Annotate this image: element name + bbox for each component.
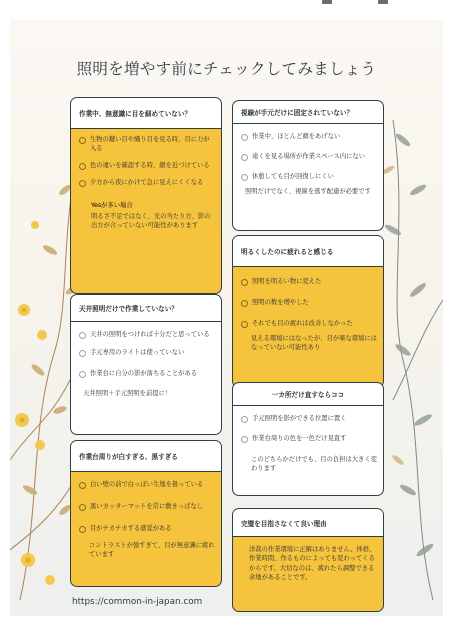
circle-bullet-icon [241, 416, 248, 423]
check-item [241, 277, 377, 286]
check-item-label: 作業中、ほとんど顔をあげない [252, 133, 341, 140]
card-note: コントラストが強すぎて、目が無意識に疲れています [89, 542, 215, 559]
check-item [79, 161, 215, 170]
circle-bullet-icon [241, 300, 248, 307]
close-icon[interactable] [378, 0, 388, 4]
minimize-icon[interactable] [322, 0, 332, 4]
check-item-label: 黒いカッターマットを常に敷きっぱなし [90, 503, 204, 510]
check-card-contrast [70, 440, 222, 587]
check-card-eye-squint [70, 97, 222, 294]
check-item [241, 434, 377, 443]
check-card-fix-one-spot [232, 382, 384, 496]
check-item-label: 色の違いを確認する時、顔を近づけている [90, 162, 210, 169]
check-item-label: 生物の鍵い目や織り目を見る時、目に力が入る [90, 136, 210, 152]
circle-bullet-icon [79, 180, 86, 187]
check-item [79, 502, 215, 511]
check-item [241, 172, 377, 181]
check-item [241, 132, 377, 141]
check-item-label: 作業台周りの色を一色だけ見直す [252, 435, 347, 442]
check-card-ceiling-light [70, 294, 222, 435]
check-item [79, 524, 215, 533]
check-item [79, 369, 215, 378]
check-item [241, 319, 377, 328]
circle-bullet-icon [241, 321, 248, 328]
check-item [241, 414, 377, 423]
check-item [79, 330, 215, 339]
check-item-label: 夕方から夜にかけて急に見えにくくなる [90, 179, 204, 186]
note-title: Yesが多い場合 [91, 202, 133, 209]
check-card-gaze-fixed [232, 100, 384, 231]
card-header: 作業中、無意識に目を細めていない？ [71, 98, 221, 129]
check-item-label: 天井の照明をつければ十分だと思っている [90, 331, 210, 338]
poster [10, 20, 443, 616]
check-item-label: 作業台に自分の影が落ちることがある [90, 370, 198, 377]
circle-bullet-icon [79, 163, 86, 170]
check-item [241, 298, 377, 307]
circle-bullet-icon [79, 371, 86, 378]
card-note: 天井照明＋手元照明を前提に！ [83, 390, 172, 397]
site-url[interactable]: https://common-in-japan.com [72, 597, 203, 607]
card-note: 洋裁の作業環境に正解はありません。体格、作業時間、作るものによっても変わってくるからです。大切なのは、疲れたら調整できる余地があることです。 [249, 546, 376, 581]
check-item-label: それでも目の疲れは改善しなかった [252, 320, 353, 327]
card-header: 視線が手元だけに固定されていない？ [233, 101, 383, 124]
check-item [79, 178, 215, 187]
circle-bullet-icon [241, 134, 248, 141]
check-item-label: 目がチカチカする感覚がある [90, 525, 172, 532]
card-note: 照明だけでなく、視線を逃す配慮が必要です [245, 188, 371, 195]
card-header: 完璧を目指さなくて良い理由 [233, 509, 383, 537]
check-item-label: 休憩しても目が回復しにくい [252, 173, 334, 180]
card-note: 見える環境にはなったが、目が楽な環境にはなっていない可能性あり [251, 335, 377, 352]
card-header: 一カ所だけ直すならココ [233, 383, 383, 406]
card-note: 明るさ不足ではなく、光の当たり方、影の出方が合っていない可能性があります [91, 213, 211, 230]
card-note: このどちらかだけでも、目の負担は大きく変わります [251, 456, 377, 473]
browser-top-bar [0, 0, 453, 20]
circle-bullet-icon [79, 350, 86, 357]
check-item-label: 照明を明るい物に変えた [252, 278, 322, 285]
circle-bullet-icon [79, 526, 86, 533]
check-item [79, 135, 215, 153]
check-item [79, 480, 215, 489]
check-card-brighter-tired [232, 235, 384, 388]
check-item [79, 348, 215, 357]
circle-bullet-icon [79, 332, 86, 339]
check-item-label: 手元照明を影ができる位置に置く [252, 415, 347, 422]
circle-bullet-icon [79, 504, 86, 511]
circle-bullet-icon [241, 436, 248, 443]
check-item-label: 手元専用のライトは使っていない [90, 349, 185, 356]
circle-bullet-icon [79, 482, 86, 489]
circle-bullet-icon [79, 137, 86, 144]
circle-bullet-icon [241, 174, 248, 181]
reason-card-no-perfection [232, 508, 384, 612]
card-header: 明るくしたのに疲れると感じる [233, 236, 383, 267]
check-item-label: 白い壁の前で白っぽい生地を扱っている [90, 481, 204, 488]
check-item-label: 照明の数を増やした [252, 299, 309, 306]
check-item [241, 152, 377, 161]
card-header: 天井照明だけで作業していない？ [71, 295, 221, 322]
circle-bullet-icon [241, 154, 248, 161]
circle-bullet-icon [241, 279, 248, 286]
check-item-label: 遠くを見る場所が作業スペース内にない [252, 153, 366, 160]
page-title: 照明を増やす前にチェックしてみましょう [76, 60, 377, 78]
card-header: 作業台周りが白すぎる、黒すぎる [71, 441, 221, 472]
